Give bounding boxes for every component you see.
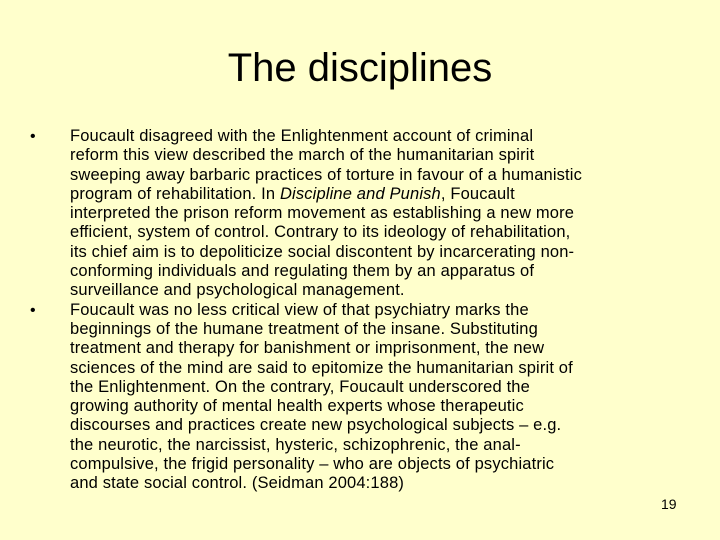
bullet-line: and state social control. (Seidman 2004:188): [70, 474, 405, 493]
bullet-item: [30, 127, 680, 301]
bullet-line: the neurotic, the narcissist, hysteric, schizophrenic, the anal-: [70, 435, 521, 454]
bullet-line: [70, 185, 680, 204]
bullet-line: compulsive, the frigid personality – who are objects of psychiatric: [70, 455, 555, 474]
bullet-item: [30, 301, 680, 494]
bullet-line: surveillance and psychological management.: [70, 281, 405, 300]
bullet-line: Foucault was no less critical view of that psychiatry marks the: [70, 300, 529, 319]
bullet-marker: •: [30, 301, 36, 319]
bullet-line: Foucault disagreed with the Enlightenment account of criminal: [70, 127, 534, 145]
bullet-line: treatment and therapy for banishment or imprisonment, the new: [70, 339, 545, 358]
bullet-line: growing authority of mental health experts whose therapeutic: [70, 397, 524, 416]
slide-title: The disciplines: [227, 46, 493, 90]
bullet-line: interpreted the prison reform movement as establishing a new more: [70, 204, 575, 223]
bullet-line: efficient, system of control. Contrary to its ideology of rehabilitation,: [70, 223, 571, 242]
line-text: , Foucault: [440, 184, 515, 203]
book-title: Discipline and Punish: [279, 184, 441, 203]
bullet-line: conforming individuals and regulating them by an apparatus of: [70, 262, 535, 281]
bullet-line: the Enlightenment. On the contrary, Foucault underscored the: [70, 377, 530, 396]
bullet-line: its chief aim is to depoliticize social discontent by incarcerating non-: [70, 242, 575, 261]
bullet-line: beginnings of the humane treatment of the insane. Substituting: [70, 319, 538, 338]
bullet-list: [30, 127, 680, 494]
bullet-marker: •: [30, 128, 36, 145]
slide-number: 19: [661, 496, 677, 512]
line-text: program of rehabilitation. In: [70, 184, 280, 203]
bullet-line: discourses and practices create new psychological subjects – e.g.: [70, 416, 562, 435]
bullet-line: sweeping away barbaric practices of torture in favour of a humanistic: [70, 165, 583, 184]
bullet-line: reform this view described the march of the humanitarian spirit: [70, 146, 535, 165]
bullet-line: sciences of the mind are said to epitomize the humanitarian spirit of: [70, 358, 573, 377]
